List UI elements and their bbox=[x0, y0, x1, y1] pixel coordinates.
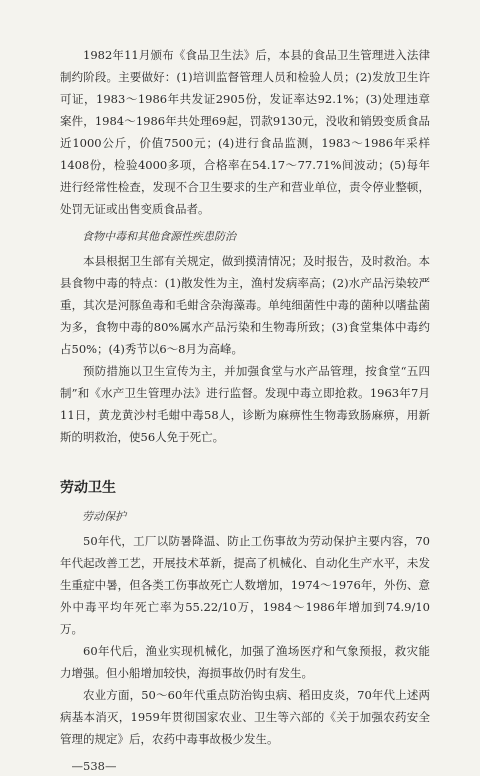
subheading-food-poisoning: 食物中毒和其他食源性疾患防治 bbox=[82, 230, 236, 243]
paragraph-labor-agriculture: 农业方面，50～60年代重点防治钩虫病、稻田皮炎，70年代上述两病基本消灭，1959年贯彻国家农业、卫生等六部的《关于加强农药安全管理的规定》后，农药中毒事故极少发生。 bbox=[60, 688, 430, 746]
page-number: —538— bbox=[71, 759, 117, 773]
paragraph-labor-fishery: 60年代后，渔业实现机械化，加强了渔场医疗和气象预报，救灾能力增强。但小船增加较快，海损事故仍时有发生。 bbox=[60, 644, 430, 680]
paragraph-food-law: 1982年11月颁布《食品卫生法》后，本县的食品卫生管理进入法律制约阶段。主要做好：(1)培训监督管理人员和检验人员；(2)发放卫生许可证，1983～1986年共发证2905份，发证率达92.1%；(3)处理违章案件，1984～1986年共处理69起，罚款9130元，没收和销毁变质食品近1000公斤，价值7500元；(4)进行食品监测，1983～1986年采样1408份，检验4000多项，合格率在54.17～77.71%间波动；(5)每年进行经常性检查，发现不合卫生要求的生产和营业单位，责令停业整顿，处罚无证或出售变质食品者。 bbox=[60, 48, 430, 216]
subheading-labor-protection: 劳动保护 bbox=[82, 510, 126, 523]
paragraph-labor-factories: 50年代，工厂以防暑降温、防止工伤事故为劳动保护主要内容，70年代起改善工艺，开展技术革新，提高了机械化、自动化生产水平，未发生重症中暑，但各类工伤事故死亡人数增加，1974～1976年，外伤、意外中毒平均年死亡率为55.22/10万，1984～1986年增加到74.9/10万。 bbox=[60, 534, 430, 636]
section-title-labor-hygiene: 劳动卫生 bbox=[60, 480, 116, 496]
paragraph-food-poisoning-prevention: 预防措施以卫生宣传为主，并加强食堂与水产品管理，按食堂“五四制”和《水产卫生管理办法》进行监督。发现中毒立即抢救。1963年7月11日，黄龙黄沙村毛蚶中毒58人，诊断为麻痹性生物毒致肠麻痹，用新斯的明救治，使56人免于死亡。 bbox=[60, 364, 430, 444]
paragraph-food-poisoning-features: 本县根据卫生部有关规定，做到摸清情况；及时报告，及时救治。本县食物中毒的特点：(1)散发性为主，渔村发病率高；(2)水产品污染较严重，其次是河豚鱼毒和毛蚶含杂海藻毒。单纯细菌性中毒的菌种以嗜盐菌为多，食物中毒的80%属水产品污染和生物毒所致；(3)食堂集体中毒约占50%；(4)秀节以6～8月为高峰。 bbox=[60, 254, 430, 356]
